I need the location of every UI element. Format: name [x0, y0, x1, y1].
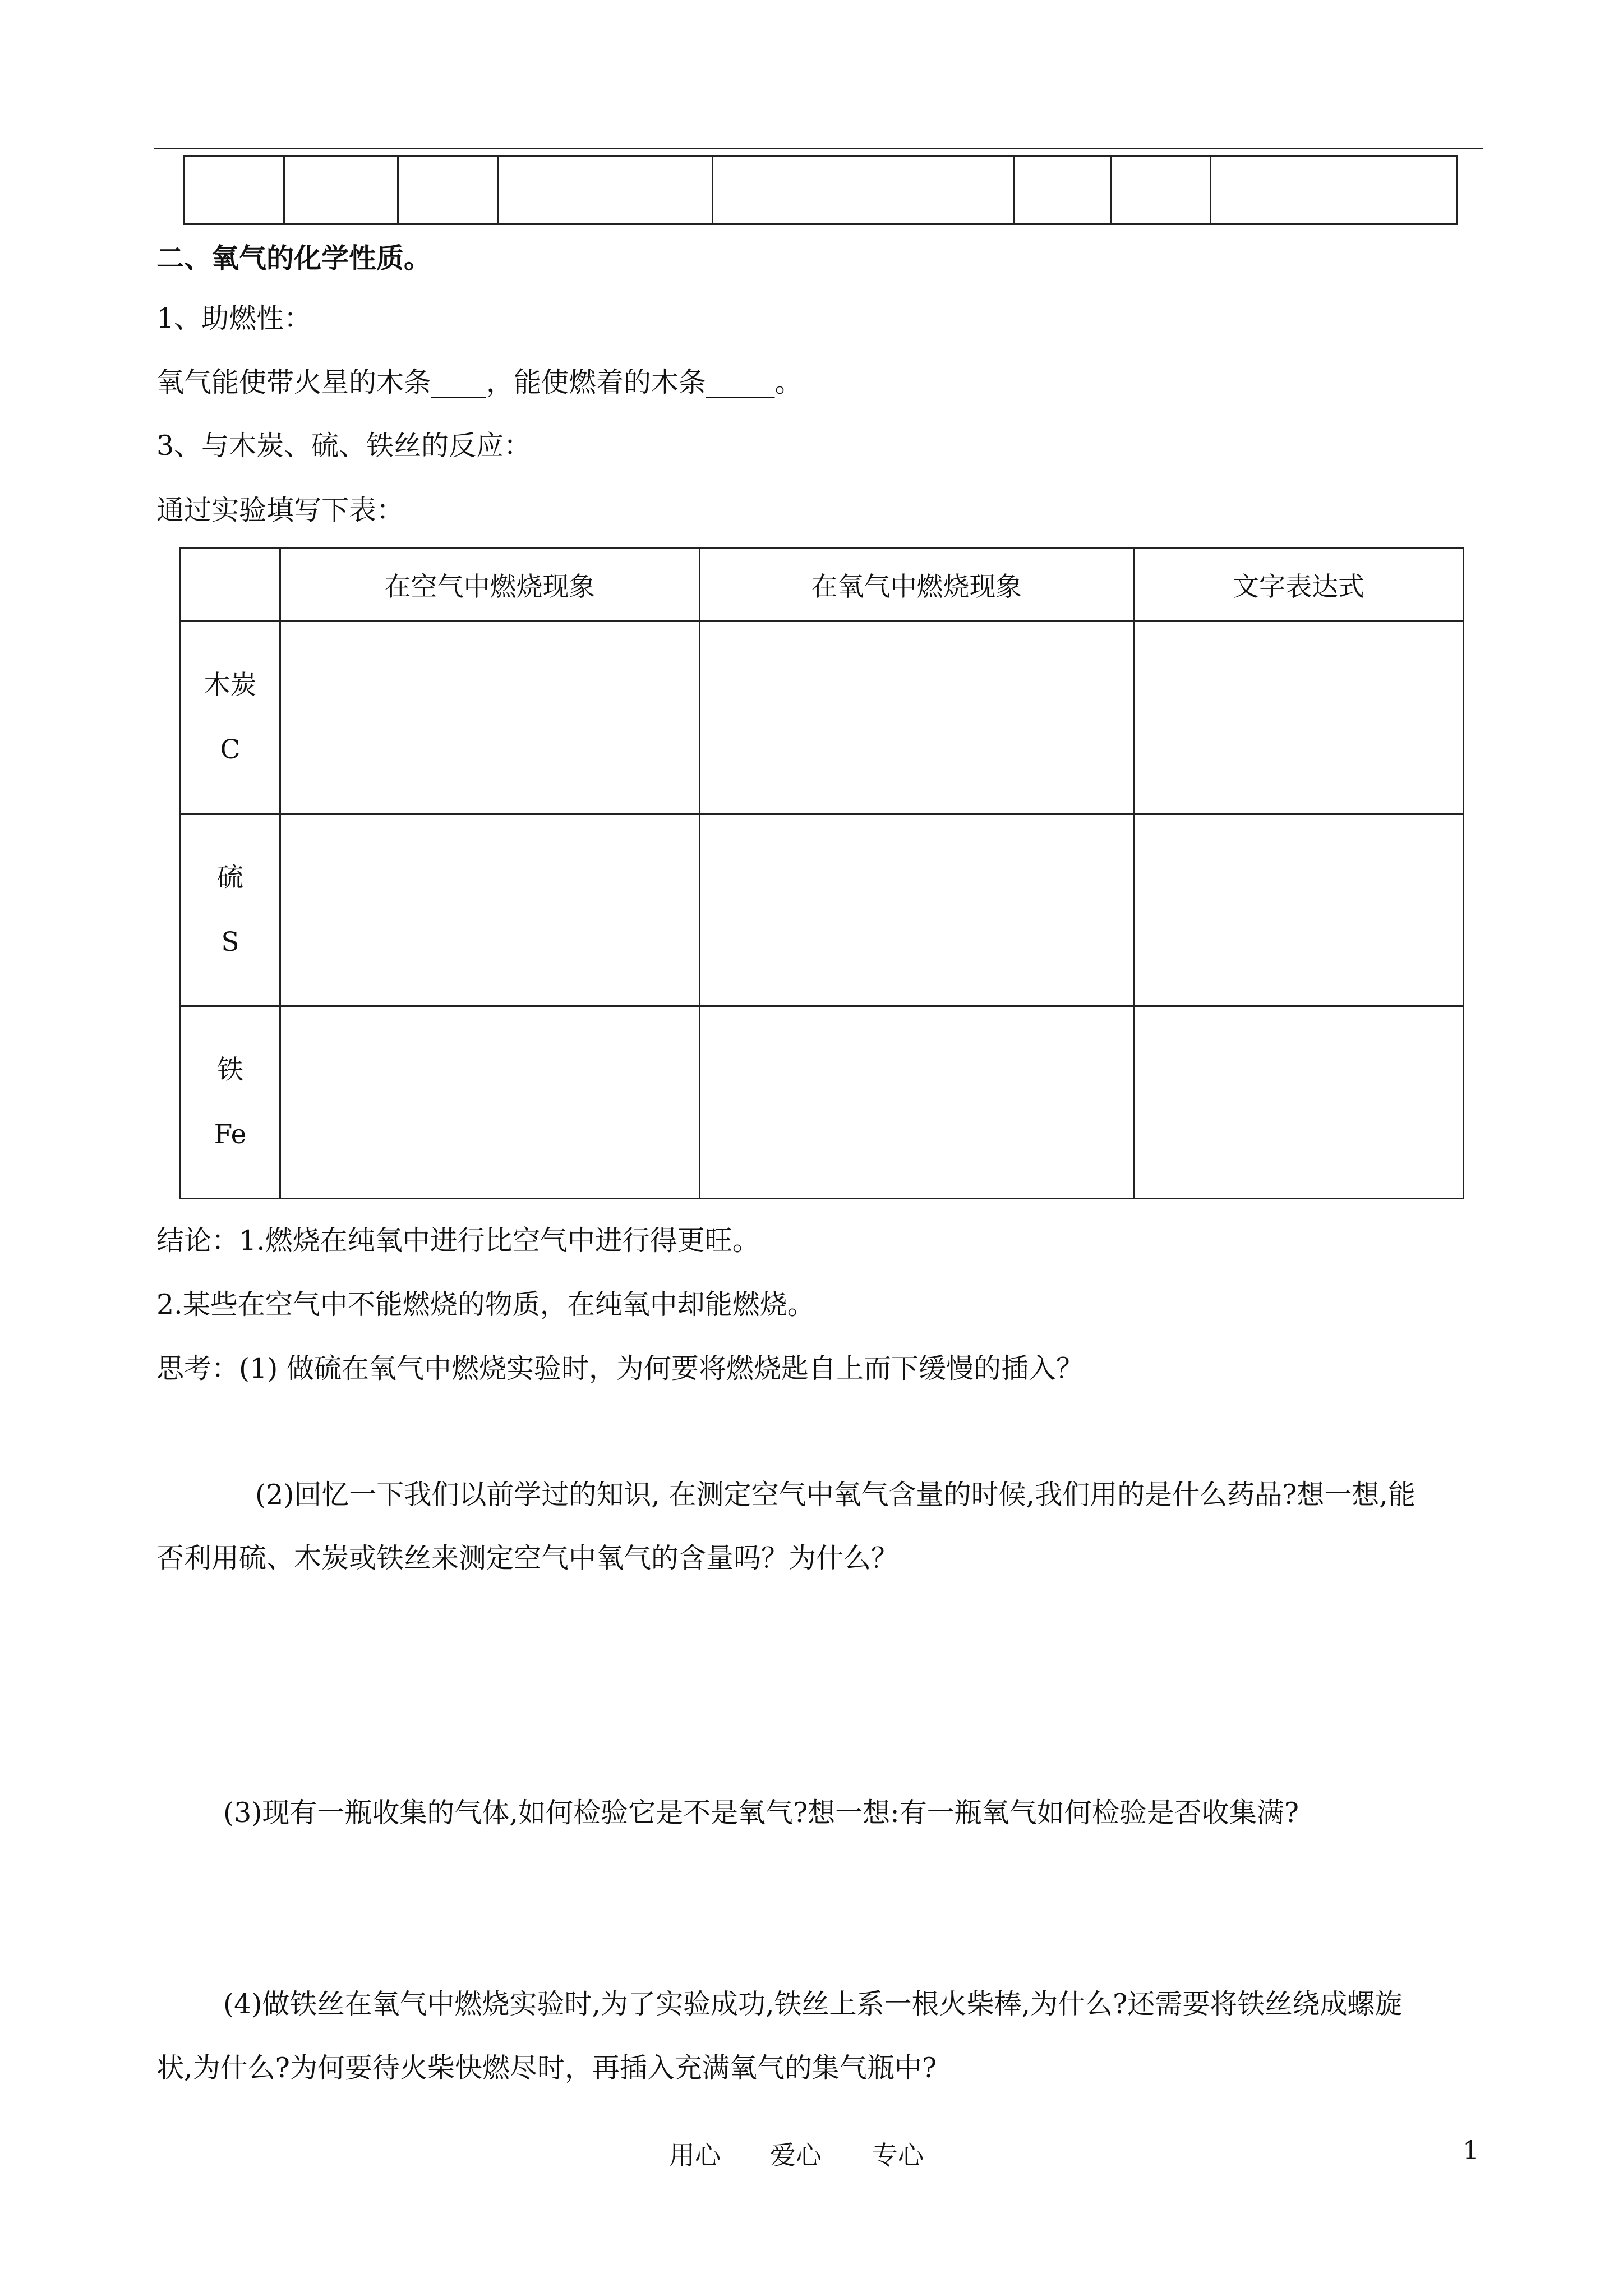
empty-cell — [185, 157, 284, 224]
conclusion-2: 2.某些在空气中不能燃烧的物质，在纯氧中却能燃烧。 — [156, 1289, 815, 1320]
combustion-table — [179, 547, 1464, 1199]
table-intro: 通过实验填写下表： — [156, 494, 404, 526]
substance-cell — [181, 1006, 280, 1199]
answer-cell — [280, 622, 700, 814]
page-number: 1 — [1463, 2135, 1479, 2165]
answer-cell — [280, 1006, 700, 1199]
table-row — [181, 814, 1464, 1006]
answer-cell — [700, 622, 1134, 814]
conclusion-1: 结论：1.燃烧在纯氧中进行比空气中进行得更旺。 — [156, 1225, 760, 1257]
table-header-row — [181, 548, 1464, 622]
empty-cell — [1111, 157, 1211, 224]
footer-middle: 爱心 — [770, 2140, 822, 2170]
substance-symbol: Fe — [214, 1119, 247, 1150]
question-4-line2: 状,为什么?为何要待火柴快燃尽时，再插入充满氧气的集气瓶中? — [156, 2052, 937, 2084]
substance-symbol: C — [220, 734, 241, 765]
substance-name: 木炭 — [204, 670, 257, 701]
substance-symbol: S — [221, 927, 239, 958]
header-cell: 在空气中燃烧现象 — [280, 548, 700, 622]
item1-title: 1、助燃性： — [156, 302, 312, 334]
substance-cell — [181, 622, 280, 814]
substance-cell — [181, 814, 280, 1006]
header-cell — [181, 548, 280, 622]
empty-cell — [398, 157, 499, 224]
question-4-line1: (4)做铁丝在氧气中燃烧实验时,为了实验成功,铁丝上系一根火柴棒,为什么?还需要将铁丝绕成螺旋 — [223, 1988, 1403, 2020]
item1-text: 氧气能使带火星的木条____，能使燃着的木条_____。 — [156, 366, 803, 398]
question-1: 思考：(1) 做硫在氧气中燃烧实验时，为何要将燃烧匙自上而下缓慢的插入？ — [156, 1352, 1083, 1384]
item3-title: 3、与木炭、硫、铁丝的反应： — [156, 430, 532, 462]
empty-cell — [1014, 157, 1111, 224]
answer-cell — [700, 1006, 1134, 1199]
question-2-line1: (2)回忆一下我们以前学过的知识, 在测定空气中氧气含量的时候,我们用的是什么药品?想一想,能 — [255, 1479, 1415, 1511]
header-cell: 文字表达式 — [1134, 548, 1464, 622]
substance-name: 硫 — [217, 862, 243, 893]
empty-cell — [1211, 157, 1458, 224]
question-2-line2: 否利用硫、木炭或铁丝来测定空气中氧气的含量吗？为什么？ — [156, 1542, 899, 1574]
question-3: (3)现有一瓶收集的气体,如何检验它是不是氧气?想一想:有一瓶氧气如何检验是否收集满? — [223, 1797, 1299, 1829]
answer-cell — [1134, 1006, 1464, 1199]
header-cell: 在氧气中燃烧现象 — [700, 548, 1134, 622]
section-title: 二、氧气的化学性质。 — [156, 242, 432, 274]
substance-name: 铁 — [217, 1055, 243, 1085]
answer-cell — [700, 814, 1134, 1006]
footer-right: 专心 — [872, 2140, 924, 2170]
table-row — [181, 1006, 1464, 1199]
empty-cell — [713, 157, 1014, 224]
table-row — [181, 622, 1464, 814]
answer-cell — [1134, 622, 1464, 814]
empty-cell — [499, 157, 713, 224]
answer-cell — [280, 814, 700, 1006]
previous-table-fragment — [183, 155, 1458, 225]
header-rule — [154, 148, 1483, 149]
footer-left: 用心 — [669, 2140, 721, 2170]
answer-cell — [1134, 814, 1464, 1006]
empty-cell — [284, 157, 398, 224]
